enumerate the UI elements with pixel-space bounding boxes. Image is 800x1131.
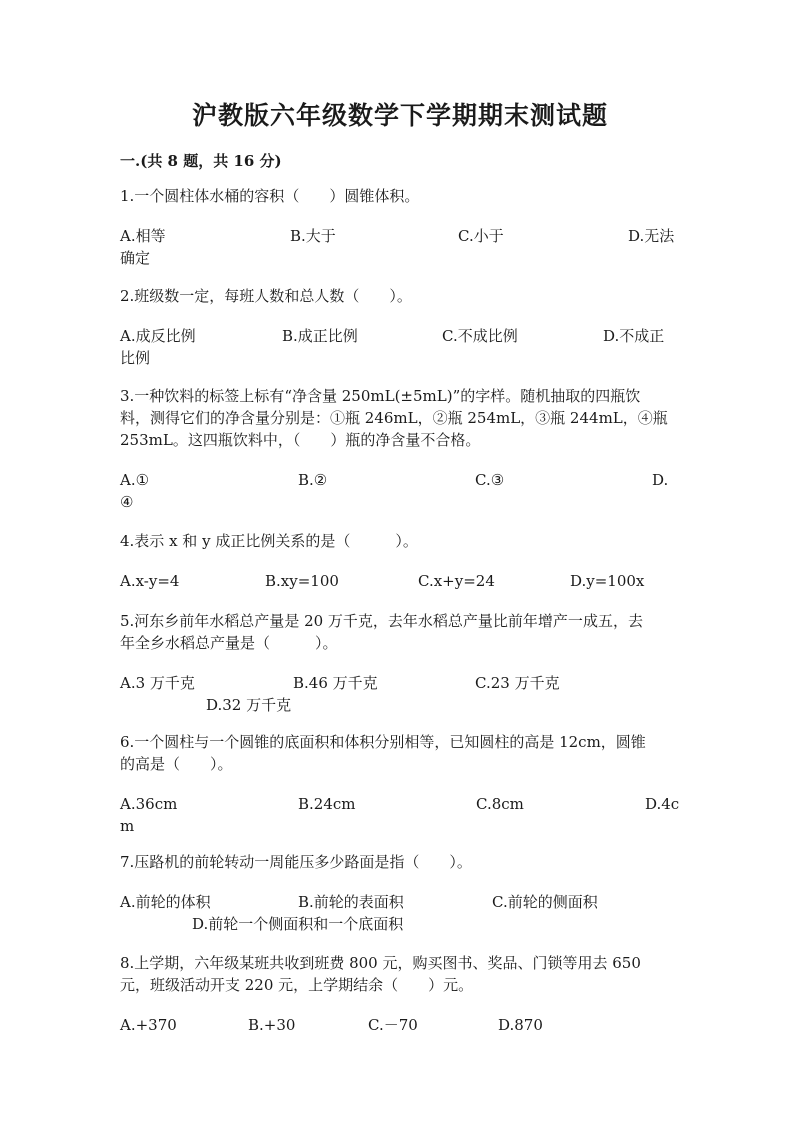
option-a: A.3 万千克 (120, 674, 195, 692)
question-6-line-1: 6.一个圆柱与一个圆锥的底面积和体积分别相等，已知圆柱的高是 12cm，圆锥 (120, 733, 646, 751)
option-b: B.xy=100 (265, 572, 339, 590)
option-c: C.23 万千克 (475, 674, 560, 692)
question-8-options (120, 1014, 680, 1036)
option-b: B.大于 (290, 227, 336, 245)
question-3-line-1: 3.一种饮料的标签上标有“净含量 250mL(±5mL)”的字样。随机抽取的四瓶饮 (120, 387, 641, 405)
option-c: C.8cm (476, 795, 524, 813)
option-a: A.相等 (120, 227, 166, 245)
question-5-options (120, 672, 680, 694)
question-6-line-2: 的高是（ ）。 (120, 755, 233, 773)
question-6 (120, 731, 680, 837)
option-d: D.y=100x (570, 572, 645, 590)
option-d: D.870 (498, 1016, 543, 1034)
option-b: B.24cm (298, 795, 356, 813)
section-heading: 一.(共 8 题，共 16 分) (120, 152, 282, 170)
option-d-wrap-row (120, 694, 680, 716)
option-b: B.成正比例 (282, 327, 358, 345)
option-d-wrap: ④ (120, 493, 134, 511)
question-2-options (120, 325, 680, 347)
question-1 (120, 185, 680, 269)
option-d: D. (652, 471, 669, 489)
page-title: 沪教版六年级数学下学期期末测试题 (191, 101, 608, 130)
question-3-line-2: 料，测得它们的净含量分别是：①瓶 246mL，②瓶 254mL，③瓶 244mL，④瓶 (120, 409, 668, 427)
question-4-options (120, 570, 680, 592)
option-a: A.x-y=4 (120, 572, 180, 590)
option-d: D.4c (645, 795, 680, 813)
option-a: A.+370 (120, 1016, 177, 1034)
option-d: D.32 万千克 (206, 696, 292, 714)
question-8 (120, 952, 680, 1036)
question-8-line-1: 8.上学期，六年级某班共收到班费 800 元，购买图书、奖品、门锁等用去 650 (120, 954, 641, 972)
option-c: C.③ (475, 471, 505, 489)
question-3-line-3: 253mL。这四瓶饮料中，（ ）瓶的净含量不合格。 (120, 431, 481, 449)
question-2-text: 2.班级数一定，每班人数和总人数（ ）。 (120, 287, 412, 305)
option-c: C.小于 (458, 227, 504, 245)
question-1-options (120, 225, 680, 247)
question-3 (120, 385, 680, 513)
option-d-wrap: m (120, 817, 135, 835)
option-d-wrap: 比例 (120, 349, 151, 367)
option-b: B.46 万千克 (293, 674, 378, 692)
option-c: C.不成比例 (442, 327, 518, 345)
option-d: D.前轮一个侧面积和一个底面积 (192, 915, 404, 933)
option-d-wrap: 确定 (120, 249, 151, 267)
question-4-text: 4.表示 x 和 y 成正比例关系的是（ ）。 (120, 532, 418, 550)
question-3-options (120, 469, 680, 491)
option-a: A.36cm (120, 795, 178, 813)
option-c: C.－70 (368, 1016, 418, 1034)
question-5-line-1: 5.河东乡前年水稻总产量是 20 万千克，去年水稻总产量比前年增产一成五，去 (120, 612, 643, 630)
question-7-options (120, 891, 680, 913)
option-d-wrap-row (120, 913, 680, 935)
option-d: D.无法 (628, 227, 675, 245)
option-a: A.前轮的体积 (120, 893, 211, 911)
option-b: B.前轮的表面积 (298, 893, 404, 911)
question-7 (120, 851, 680, 935)
option-d: D.不成正 (603, 327, 665, 345)
question-1-text: 1.一个圆柱体水桶的容积（ ）圆锥体积。 (120, 187, 420, 205)
question-6-options (120, 793, 680, 815)
question-2 (120, 285, 680, 369)
option-c: C.x+y=24 (418, 572, 495, 590)
option-b: B.② (298, 471, 328, 489)
option-b: B.+30 (248, 1016, 296, 1034)
option-a: A.① (120, 471, 150, 489)
question-7-text: 7.压路机的前轮转动一周能压多少路面是指（ ）。 (120, 853, 472, 871)
option-a: A.成反比例 (120, 327, 196, 345)
question-5 (120, 610, 680, 716)
question-5-line-2: 年全乡水稻总产量是（ ）。 (120, 634, 338, 652)
question-4 (120, 530, 680, 592)
question-8-line-2: 元，班级活动开支 220 元，上学期结余（ ）元。 (120, 976, 474, 994)
option-c: C.前轮的侧面积 (492, 893, 598, 911)
